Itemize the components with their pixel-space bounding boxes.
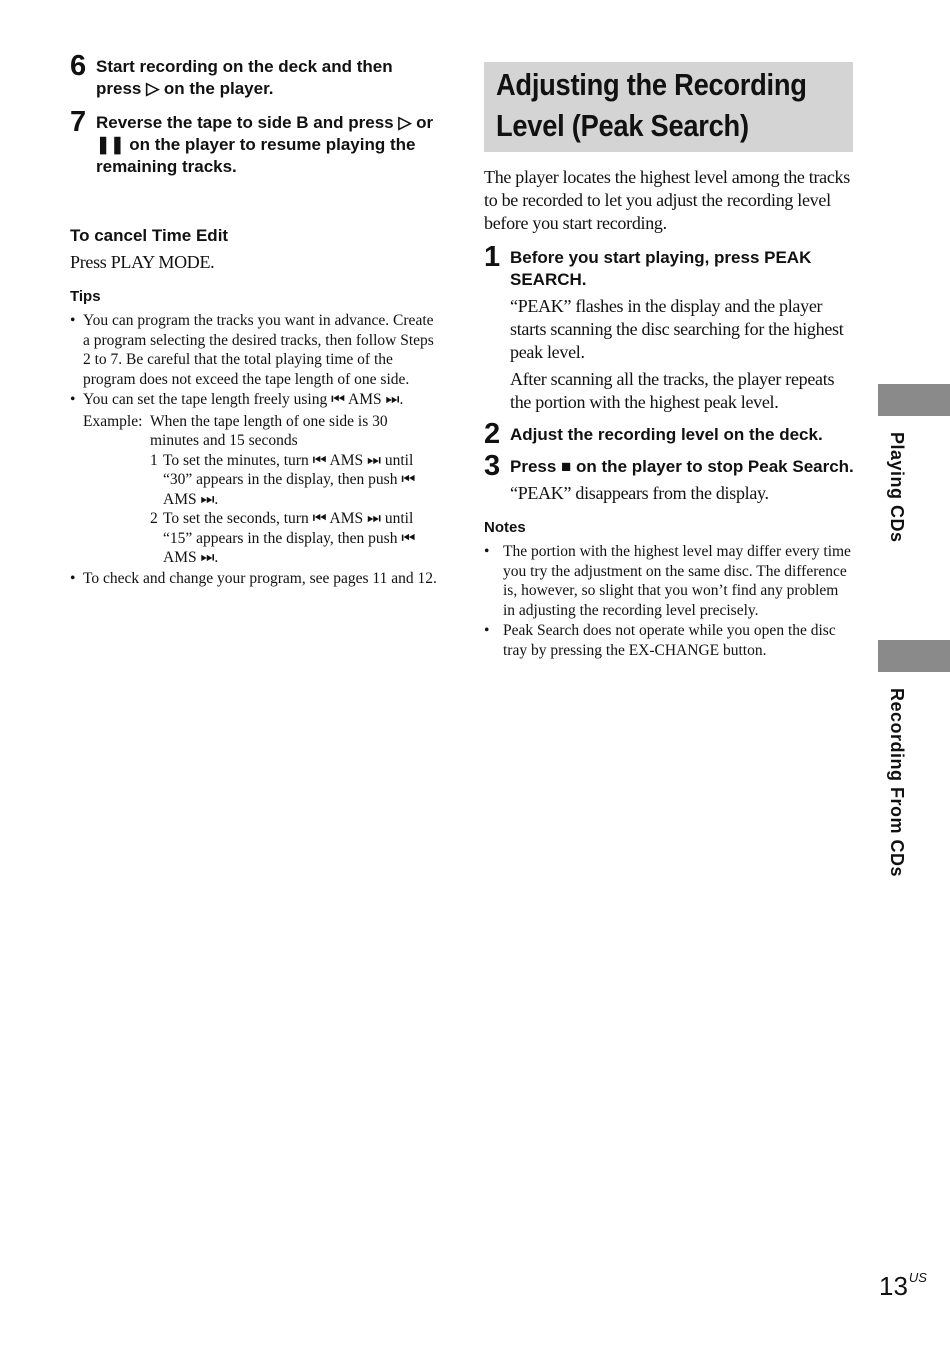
step-number: 7 (70, 106, 87, 138)
side-tab-playing-cds: Playing CDs (887, 432, 907, 543)
step-6 (70, 50, 440, 100)
cancel-heading: To cancel Time Edit (70, 226, 229, 245)
side-tab-marker-playing (878, 384, 950, 416)
step-number: 2 (484, 418, 501, 450)
note-item: • The portion with the highest level may differ every time you try the adjustment on the same disc. The difference is, however, so slight that you won’t find any problem in adjusting the recording level precisely. (484, 543, 851, 619)
section-title: Adjusting the Recording Level (Peak Search) (496, 67, 807, 143)
step-text: Press ■ on the player to stop Peak Search. (510, 457, 854, 476)
step-description: “PEAK” disappears from the display. (510, 483, 769, 503)
intro-text: The player locates the highest level among the tracks to be recorded to let you adjust the recording level before you start recording. (484, 167, 850, 233)
step-number: 6 (70, 50, 87, 82)
example-item: 2 To set the seconds, turn ⏮ AMS ⏭ until “15” appears in the display, then push ⏮ AMS ⏭. (150, 510, 416, 566)
example-block (83, 412, 440, 568)
page-number: $13^{US}$ (879, 1270, 927, 1301)
step-text: Before you start playing, press PEAK SEARCH. (510, 248, 812, 289)
note-item: • Peak Search does not operate while you open the disc tray by pressing the EX-CHANGE button. (484, 622, 836, 659)
step-7 (70, 106, 440, 178)
step-description: “PEAK” flashes in the display and the player starts scanning the disc searching for the highest peak level. After scanning all the tracks, the player repeats the portion with the highest peak level. (510, 296, 844, 412)
step-number: 1 (484, 241, 501, 273)
side-tab-recording-from-cds: Recording From CDs (887, 688, 907, 878)
step-1 (484, 241, 854, 414)
notes-heading: Notes (484, 519, 526, 536)
notes-list (484, 542, 854, 660)
tip-item: • You can set the tape length freely using ⏮ AMS ⏭. Example: When the tape length of one side is 30 minutes and 15 seconds 1 To set the minutes, turn ⏮ AMS ⏭ until “30” appears in the display, then push ⏮ AMS ⏭. 2 To set the seconds, turn ⏮ AMS ⏭ until “15” appears in the display, then push ⏮ AMS ⏭. (70, 390, 440, 568)
right-column (484, 62, 854, 661)
example-text: When the tape length of one side is 30 minutes and 15 seconds (150, 412, 388, 449)
step-text: Adjust the recording level on the deck. (510, 425, 823, 444)
step-number: 3 (484, 450, 501, 482)
left-column (70, 50, 440, 589)
example-label: Example: (83, 412, 143, 430)
tips-heading: Tips (70, 288, 101, 305)
cancel-text: Press PLAY MODE. (70, 252, 215, 272)
example-item: 1 To set the minutes, turn ⏮ AMS ⏭ until “30” appears in the display, then push ⏮ AMS ⏭. (150, 451, 416, 508)
tips-list (70, 311, 440, 588)
side-tab-marker-recording (878, 640, 950, 672)
step-text: Start recording on the deck and then press ▷ on the player. (96, 57, 393, 98)
tip-item: • To check and change your program, see pages 11 and 12. (70, 569, 437, 587)
step-3 (484, 450, 854, 505)
section-title-box (484, 62, 853, 152)
step-text: Reverse the tape to side B and press ▷ or ❚❚ on the player to resume playing the remaining tracks. (96, 113, 434, 176)
tip-item: • You can program the tracks you want in advance. Create a program selecting the desired tracks, then follow Steps 2 to 7. Be careful that the total playing time of the program does not exceed the tape length of one side. (70, 312, 434, 388)
step-2 (484, 418, 854, 450)
